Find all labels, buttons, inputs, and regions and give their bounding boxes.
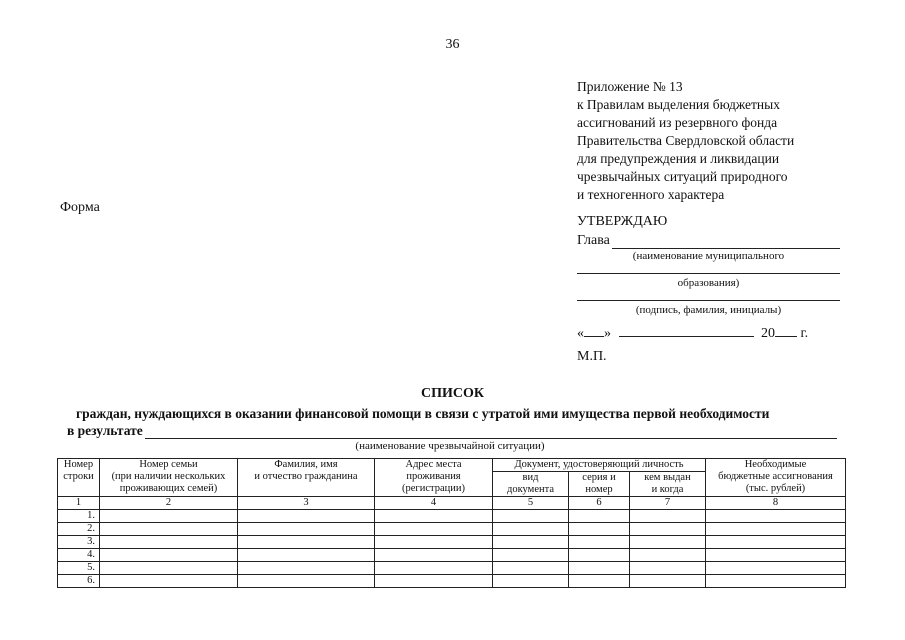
table-cell[interactable]	[706, 549, 846, 562]
table-row	[58, 562, 846, 575]
table-cell[interactable]	[375, 523, 493, 536]
table-row	[58, 549, 846, 562]
table-cell[interactable]	[569, 536, 630, 549]
year-prefix: 20	[761, 326, 775, 341]
appendix-line: и техногенного характера	[577, 187, 725, 202]
table-row	[58, 575, 846, 588]
header-identity-document: Документ, удостоверяющий личность	[493, 459, 706, 472]
table-cell[interactable]	[493, 510, 569, 523]
table-cell[interactable]	[375, 562, 493, 575]
table-cell[interactable]	[238, 510, 375, 523]
approval-heading: УТВЕРЖДАЮ	[577, 214, 668, 229]
table-cell[interactable]	[238, 523, 375, 536]
row-number: 2.	[58, 523, 100, 536]
appendix-line: Приложение № 13	[577, 79, 683, 94]
table-cell[interactable]	[569, 549, 630, 562]
date-line	[577, 323, 808, 342]
table-cell[interactable]	[238, 575, 375, 588]
table-cell[interactable]	[493, 575, 569, 588]
page-number: 36	[445, 37, 460, 52]
row-number: 4.	[58, 549, 100, 562]
table-cell[interactable]	[706, 523, 846, 536]
table-cell[interactable]	[375, 575, 493, 588]
appendix-block	[577, 78, 794, 204]
table-cell[interactable]	[100, 575, 238, 588]
table-cell[interactable]	[100, 549, 238, 562]
table-cell[interactable]	[493, 562, 569, 575]
result-line	[67, 423, 837, 439]
signature-underline	[577, 300, 840, 301]
row-number: 3.	[58, 536, 100, 549]
table-cell[interactable]	[706, 536, 846, 549]
header-budget: Необходимые бюджетные ассигнования (тыс. рублей)	[706, 459, 846, 497]
table-cell[interactable]	[706, 562, 846, 575]
table-cell[interactable]	[630, 562, 706, 575]
municipality-underline	[577, 273, 840, 274]
month-blank	[619, 323, 754, 337]
table-cell[interactable]	[630, 549, 706, 562]
table-cell[interactable]	[569, 510, 630, 523]
table-row	[58, 523, 846, 536]
column-number: 7	[630, 497, 706, 510]
day-blank	[584, 323, 604, 337]
table-cell[interactable]	[493, 523, 569, 536]
table-cell[interactable]	[569, 562, 630, 575]
table-cell[interactable]	[630, 523, 706, 536]
table-cell[interactable]	[100, 562, 238, 575]
form-label: Форма	[60, 200, 100, 215]
column-number: 8	[706, 497, 846, 510]
appendix-line: для предупреждения и ликвидации	[577, 151, 780, 166]
column-number: 1	[58, 497, 100, 510]
row-number: 5.	[58, 562, 100, 575]
header-family-number: Номер семьи (при наличии нескольких проживающих семей)	[100, 459, 238, 497]
row-number: 1.	[58, 510, 100, 523]
head-underline	[612, 234, 840, 249]
table-cell[interactable]	[706, 575, 846, 588]
table-cell[interactable]	[569, 575, 630, 588]
table-cell[interactable]	[706, 510, 846, 523]
citizens-table	[57, 458, 846, 588]
table-row	[58, 510, 846, 523]
header-address: Адрес места проживания (регистрации)	[375, 459, 493, 497]
header-full-name: Фамилия, имя и отчество гражданина	[238, 459, 375, 497]
table-cell[interactable]	[375, 510, 493, 523]
table-cell[interactable]	[238, 549, 375, 562]
table-cell[interactable]	[100, 523, 238, 536]
result-label: в результате	[67, 423, 143, 438]
column-number: 6	[569, 497, 630, 510]
year-blank	[775, 323, 797, 337]
table-cell[interactable]	[238, 562, 375, 575]
emergency-caption: (наименование чрезвычайной ситуации)	[355, 440, 545, 452]
column-number: 3	[238, 497, 375, 510]
appendix-line: чрезвычайных ситуаций природного	[577, 169, 788, 184]
municipality-caption-2: образования)	[677, 277, 740, 289]
table-cell[interactable]	[375, 536, 493, 549]
table-row	[58, 536, 846, 549]
column-number: 5	[493, 497, 569, 510]
header-doc-series: серия и номер	[569, 472, 630, 497]
list-title: СПИСОК	[420, 386, 485, 401]
municipality-caption-1: (наименование муниципального	[632, 250, 785, 262]
head-label: Глава	[577, 233, 610, 248]
table-cell[interactable]	[493, 536, 569, 549]
column-number: 4	[375, 497, 493, 510]
header-doc-type: вид документа	[493, 472, 569, 497]
table-cell[interactable]	[238, 536, 375, 549]
emergency-underline	[145, 424, 837, 439]
header-row-number: Номер строки	[58, 459, 100, 497]
table-cell[interactable]	[630, 575, 706, 588]
appendix-line: Правительства Свердловской области	[577, 133, 795, 148]
signature-caption: (подпись, фамилия, инициалы)	[635, 304, 782, 316]
table-cell[interactable]	[375, 549, 493, 562]
year-suffix: г.	[797, 326, 809, 341]
list-subtitle: граждан, нуждающихся в оказании финансовой помощи в связи с утратой ими имущества первой необходимости	[76, 406, 770, 421]
date-quote-open: «	[577, 326, 584, 341]
table-cell[interactable]	[630, 510, 706, 523]
appendix-line: к Правилам выделения бюджетных	[577, 97, 780, 112]
row-number: 6.	[58, 575, 100, 588]
column-number-row	[58, 497, 846, 510]
stamp-label: М.П.	[577, 349, 607, 364]
head-line	[577, 233, 840, 249]
table-cell[interactable]	[100, 510, 238, 523]
header-doc-issued: кем выдан и когда	[630, 472, 706, 497]
table-cell[interactable]	[493, 549, 569, 562]
date-quote-close: »	[604, 326, 611, 341]
table-cell[interactable]	[630, 536, 706, 549]
appendix-line: ассигнований из резервного фонда	[577, 115, 778, 130]
column-number: 2	[100, 497, 238, 510]
table-cell[interactable]	[100, 536, 238, 549]
table-cell[interactable]	[569, 523, 630, 536]
